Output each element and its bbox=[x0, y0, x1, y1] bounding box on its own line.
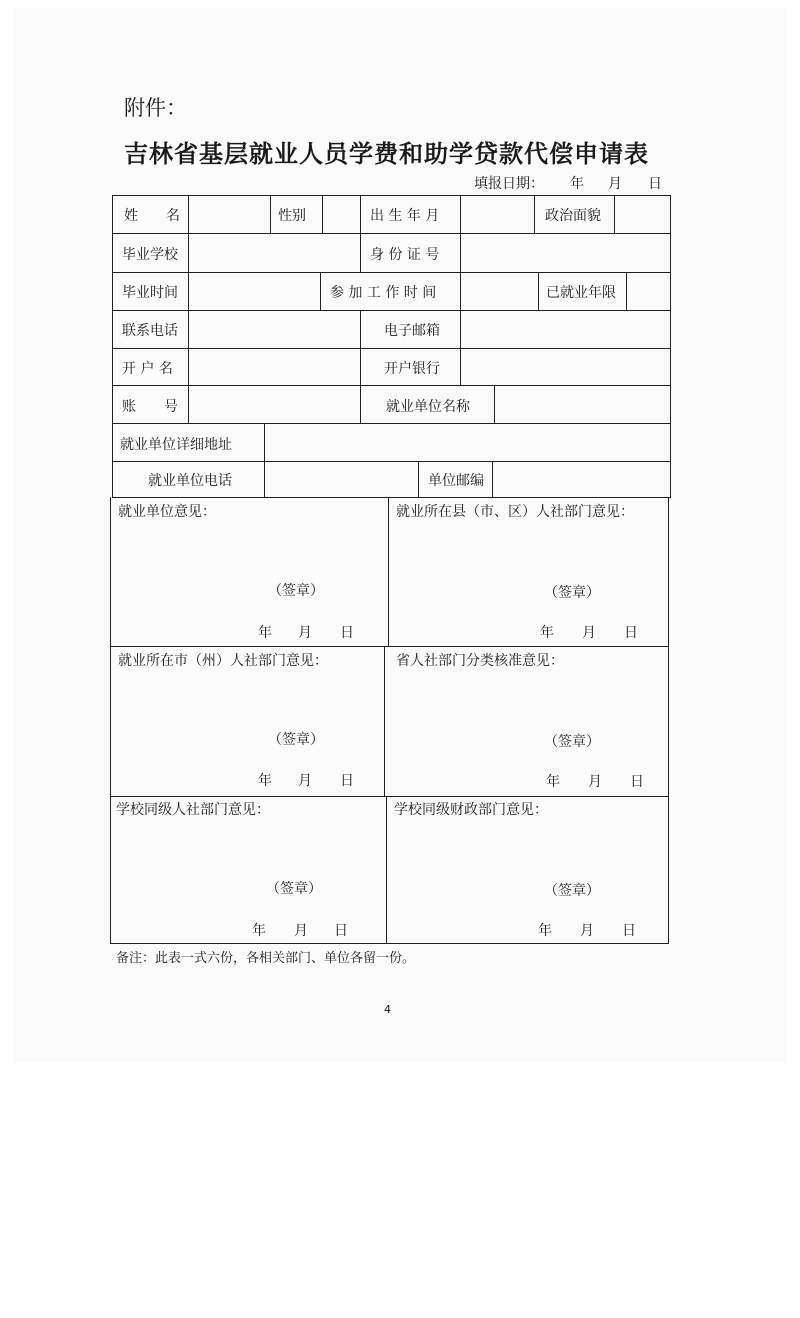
fill-date-year: 年 bbox=[570, 176, 584, 192]
label-account-name: 开 户 名 bbox=[122, 361, 173, 377]
label-bank: 开户银行 bbox=[384, 361, 440, 377]
form-title: 吉林省基层就业人员学费和助学贷款代偿申请表 bbox=[124, 140, 649, 168]
label-birth: 出 生 年 月 bbox=[370, 208, 440, 224]
label-id-number: 身 份 证 号 bbox=[370, 247, 440, 263]
label-employer-address: 就业单位详细地址 bbox=[120, 437, 232, 453]
opinion-county-year: 年 bbox=[540, 625, 554, 641]
fill-date-day: 日 bbox=[648, 176, 662, 192]
page-number: 4 bbox=[384, 1003, 391, 1016]
opinion-school-finance-day: 日 bbox=[622, 923, 636, 939]
opinion-school-finance-seal: （签章） bbox=[544, 883, 600, 899]
label-employer-zip: 单位邮编 bbox=[428, 473, 484, 489]
opinion-county-seal: （签章） bbox=[544, 585, 600, 601]
label-political: 政治面貌 bbox=[545, 208, 601, 224]
opinion-school-hr-title: 学校同级人社部门意见： bbox=[116, 802, 270, 818]
opinion-school-hr-year: 年 bbox=[252, 923, 266, 939]
label-employer-name: 就业单位名称 bbox=[386, 399, 470, 415]
opinion-employer-month: 月 bbox=[298, 625, 312, 641]
opinion-employer-year: 年 bbox=[258, 625, 272, 641]
opinion-city-month: 月 bbox=[298, 773, 312, 789]
attachment-label: 附件： bbox=[124, 96, 187, 120]
opinion-city-day: 日 bbox=[340, 773, 354, 789]
opinion-city-title: 就业所在市（州）人社部门意见： bbox=[118, 653, 328, 669]
opinion-city-seal: （签章） bbox=[268, 732, 324, 748]
label-employer-phone: 就业单位电话 bbox=[148, 473, 232, 489]
opinion-province-title: 省人社部门分类核准意见： bbox=[396, 653, 564, 669]
label-work-years: 已就业年限 bbox=[546, 285, 616, 301]
opinion-province-month: 月 bbox=[588, 774, 602, 790]
label-account-no: 账 号 bbox=[122, 399, 178, 415]
opinion-school-finance-month: 月 bbox=[580, 923, 594, 939]
opinion-employer-seal: （签章） bbox=[268, 583, 324, 599]
label-work-start: 参 加 工 作 时 间 bbox=[330, 285, 437, 301]
label-phone: 联系电话 bbox=[122, 323, 178, 339]
opinion-county-month: 月 bbox=[582, 625, 596, 641]
opinion-county-title: 就业所在县（市、区）人社部门意见： bbox=[396, 504, 634, 520]
label-school: 毕业学校 bbox=[122, 247, 178, 263]
opinion-employer-day: 日 bbox=[340, 625, 354, 641]
opinion-province-year: 年 bbox=[546, 774, 560, 790]
label-email: 电子邮箱 bbox=[384, 323, 440, 339]
label-name: 姓 名 bbox=[124, 208, 180, 224]
label-grad-time: 毕业时间 bbox=[122, 285, 178, 301]
opinion-province-seal: （签章） bbox=[544, 734, 600, 750]
opinion-employer-title: 就业单位意见： bbox=[118, 504, 216, 520]
opinion-city-year: 年 bbox=[258, 773, 272, 789]
opinion-school-finance-title: 学校同级财政部门意见： bbox=[394, 802, 548, 818]
opinion-school-hr-month: 月 bbox=[294, 923, 308, 939]
opinion-school-hr-seal: （签章） bbox=[266, 881, 322, 897]
opinion-province-day: 日 bbox=[630, 774, 644, 790]
footer-note: 备注：此表一式六份，各相关部门、单位各留一份。 bbox=[116, 951, 416, 966]
fill-date-month: 月 bbox=[608, 176, 622, 192]
fill-date-label: 填报日期： bbox=[474, 176, 544, 192]
label-gender: 性别 bbox=[278, 208, 306, 224]
opinion-county-day: 日 bbox=[624, 625, 638, 641]
opinion-school-hr-day: 日 bbox=[334, 923, 348, 939]
opinion-school-finance-year: 年 bbox=[538, 923, 552, 939]
